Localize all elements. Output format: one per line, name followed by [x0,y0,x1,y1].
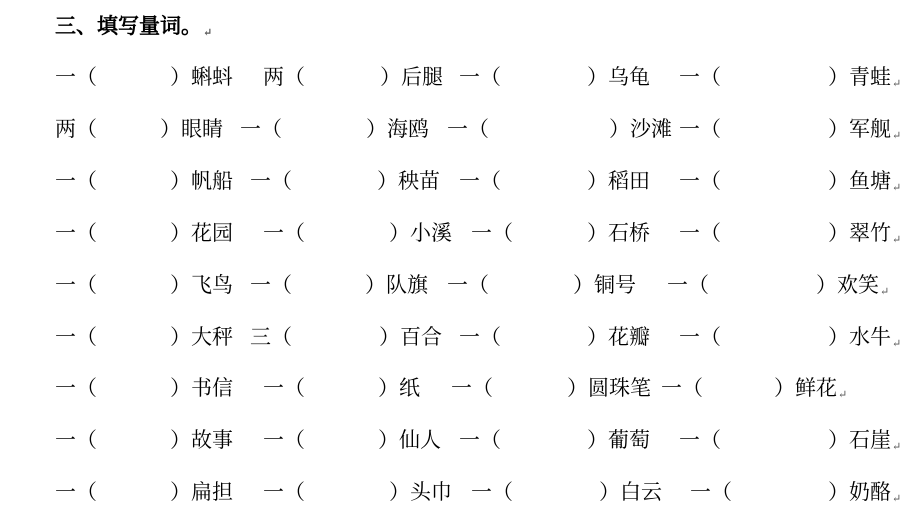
item-noun: ）稻田 [587,169,650,193]
item-noun: ）铜号 [573,273,636,297]
item-noun: ）军舰 [828,117,891,141]
item-prefix: 一（ [679,169,721,193]
measure-word-item [679,114,901,148]
item-prefix: 一（ [679,221,721,245]
item-prefix: 一（ [263,428,305,452]
item-prefix: 一（ [263,221,305,245]
item-noun: ）欢笑 [816,273,879,297]
item-noun: ）仙人 [378,428,441,452]
item-prefix: 一（ [240,117,282,141]
item-prefix: 三（ [250,325,292,349]
item-noun: ）帆船 [170,169,233,193]
item-noun: ）花瓣 [587,325,650,349]
item-noun: ）鲜花 [774,376,837,400]
item-noun: ）蝌蚪 [170,65,233,89]
item-prefix: 一（ [250,169,292,193]
item-noun: ）葡萄 [587,428,650,452]
measure-word-item [679,322,901,356]
item-noun: ）头巾 [389,480,452,504]
item-noun: ）飞鸟 [170,273,233,297]
item-prefix: 一（ [250,273,292,297]
paragraph-mark-icon: ↵ [892,440,901,453]
measure-word-item [690,477,901,511]
measure-word-item [55,62,233,92]
measure-word-item [263,477,452,507]
worksheet-row [0,114,901,144]
measure-word-item [459,62,650,92]
paragraph-mark-icon: ↵ [892,337,901,350]
item-prefix: 一（ [679,117,721,141]
item-noun: ）花园 [170,221,233,245]
item-prefix: 两（ [263,65,305,89]
item-prefix: 一（ [55,376,97,400]
item-prefix: 一（ [471,221,513,245]
measure-word-item [55,322,233,352]
measure-word-item [250,270,428,300]
measure-word-item [250,166,440,196]
worksheet-row [0,322,901,352]
measure-word-item [263,62,443,92]
paragraph-mark-icon: ↵ [892,129,901,142]
item-prefix: 一（ [459,428,501,452]
worksheet-row [0,166,901,196]
worksheet-title [55,10,212,40]
measure-word-item [250,322,442,352]
item-noun: ）白云 [599,480,662,504]
measure-word-item [459,425,650,455]
item-noun: ）石崖 [828,428,891,452]
item-prefix: 一（ [690,480,732,504]
measure-word-item [447,270,636,300]
measure-word-item [55,425,233,455]
measure-word-item [459,166,650,196]
item-prefix: 一（ [459,325,501,349]
worksheet-row [0,62,901,92]
measure-word-item [55,218,233,248]
item-prefix: 一（ [55,221,97,245]
measure-word-item [447,114,672,144]
measure-word-item [240,114,429,144]
item-prefix: 一（ [667,273,709,297]
item-noun: ）队旗 [365,273,428,297]
item-noun: ）鱼塘 [828,169,891,193]
paragraph-mark-icon: ↵ [838,388,848,401]
measure-word-item [679,62,901,96]
item-noun: ）水牛 [828,325,891,349]
item-noun: ）扁担 [170,480,233,504]
item-prefix: 一（ [679,65,721,89]
measure-word-item [459,322,650,352]
paragraph-mark-icon: ↵ [880,285,890,298]
item-prefix: 一（ [451,376,493,400]
item-noun: ）后腿 [380,65,443,89]
item-prefix: 一（ [55,428,97,452]
measure-word-item [679,425,901,459]
measure-word-item [451,373,651,403]
measure-word-item [471,218,650,248]
item-prefix: 一（ [447,273,489,297]
item-noun: ）秧苗 [377,169,440,193]
item-prefix: 一（ [679,325,721,349]
item-prefix: 一（ [55,325,97,349]
worksheet-row [0,218,901,248]
item-noun: ）乌龟 [587,65,650,89]
item-prefix: 一（ [661,376,703,400]
measure-word-item [679,166,901,200]
item-noun: ）沙滩 [609,117,672,141]
item-noun: ）奶酪 [828,480,891,504]
item-prefix: 一（ [55,169,97,193]
measure-word-item [471,477,662,507]
title-text: 三、填写量词。 [55,13,202,38]
paragraph-mark-icon: ↵ [892,492,901,505]
item-noun: ）小溪 [389,221,452,245]
worksheet-row [0,425,901,455]
measure-word-item [661,373,847,407]
measure-word-item [263,218,452,248]
item-prefix: 一（ [471,480,513,504]
item-noun: ）圆珠笔 [567,376,651,400]
item-noun: ）海鸥 [366,117,429,141]
paragraph-mark-icon: ↵ [892,233,901,246]
measure-word-item [263,425,441,455]
measure-word-item [667,270,889,304]
item-noun: ）大秤 [170,325,233,349]
paragraph-mark-icon: ↵ [203,26,213,39]
item-noun: ）青蛙 [828,65,891,89]
measure-word-item [263,373,420,403]
item-prefix: 一（ [447,117,489,141]
item-prefix: 一（ [55,480,97,504]
paragraph-mark-icon: ↵ [892,181,901,194]
measure-word-item [55,477,233,507]
item-noun: ）书信 [170,376,233,400]
item-prefix: 一（ [459,169,501,193]
measure-word-item [679,218,901,252]
item-noun: ）眼睛 [160,117,223,141]
item-prefix: 两（ [55,117,97,141]
item-prefix: 一（ [55,65,97,89]
item-prefix: 一（ [679,428,721,452]
item-prefix: 一（ [263,376,305,400]
measure-word-item [55,270,233,300]
worksheet-row [0,373,889,403]
worksheet-row [0,477,901,507]
worksheet-row [0,270,889,300]
item-noun: ）翠竹 [828,221,891,245]
item-prefix: 一（ [55,273,97,297]
paragraph-mark-icon: ↵ [892,77,901,90]
item-noun: ）故事 [170,428,233,452]
item-noun: ）石桥 [587,221,650,245]
measure-word-item [55,166,233,196]
item-noun: ）百合 [379,325,442,349]
measure-word-item [55,373,233,403]
item-prefix: 一（ [263,480,305,504]
item-prefix: 一（ [459,65,501,89]
measure-word-item [55,114,223,144]
item-noun: ）纸 [378,376,420,400]
